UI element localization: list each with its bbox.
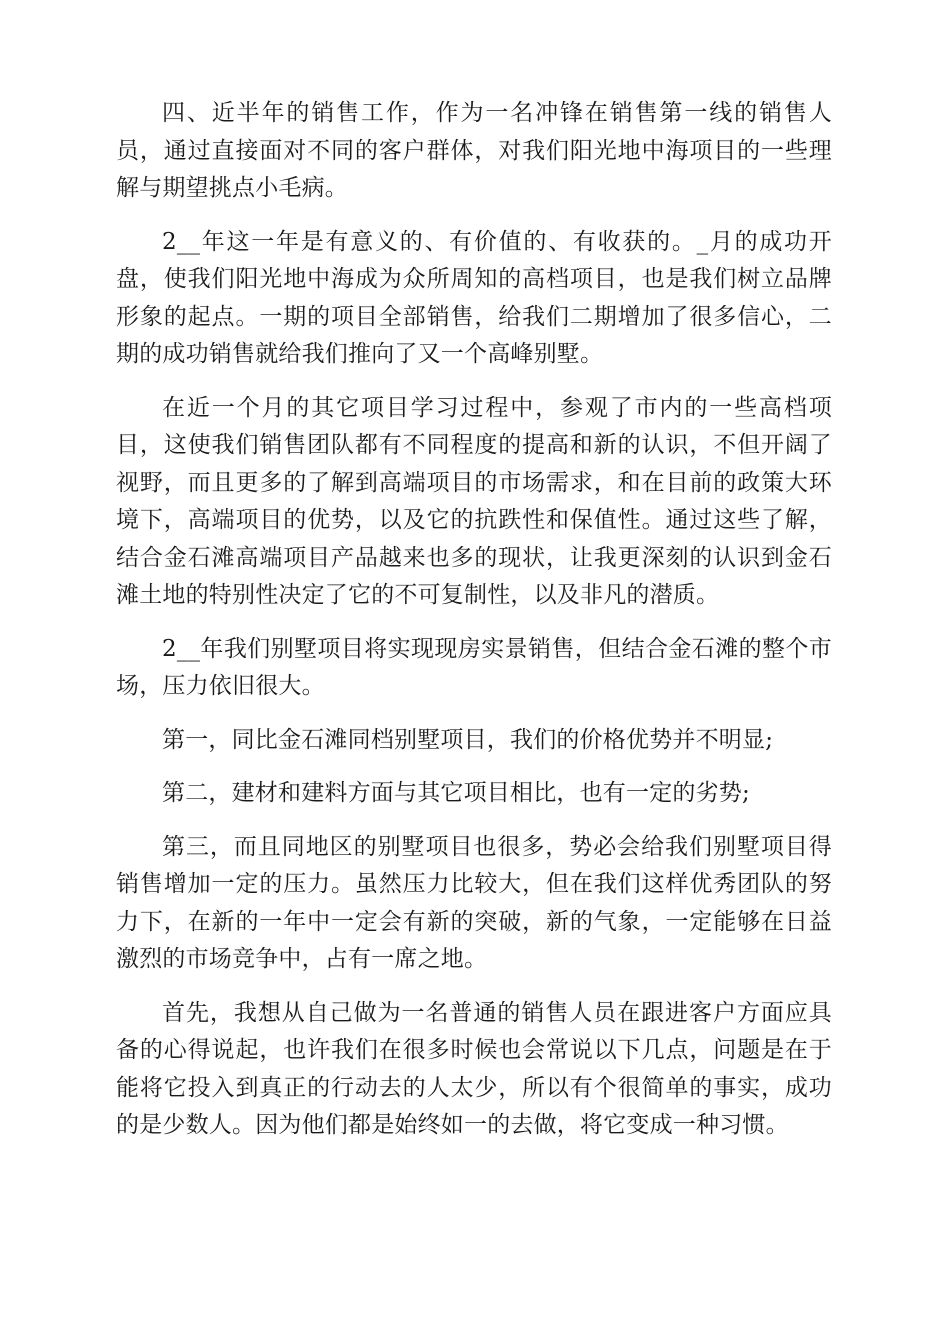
- document-body: [116, 95, 832, 1161]
- paragraph-market-pressure: 2__年我们别墅项目将实现现房实景销售，但结合金石滩的整个市场，压力依旧很大。: [116, 635, 832, 699]
- paragraph-point-one: 第一，同比金石滩同档别墅项目，我们的价格优势并不明显;: [162, 726, 774, 753]
- paragraph-year-summary: 2__年这一年是有意义的、有价值的、有收获的。_月的成功开盘，使我们阳光地中海成为众所周知的高档项目，也是我们树立品牌形象的起点。一期的项目全部销售，给我们二期增加了很多信心，二期的成功销售就给我们推向了又一个高峰别墅。: [116, 228, 832, 367]
- paragraph-client-followup: 首先，我想从自己做为一名普通的销售人员在跟进客户方面应具备的心得说起，也许我们在很多时候也会常说以下几点，问题是在于能将它投入到真正的行动去的人太少，所以有个很简单的事实，成功的是少数人。因为他们都是始终如一的去做，将它变成一种习惯。: [116, 999, 832, 1138]
- paragraph-sales-review: 四、近半年的销售工作，作为一名冲锋在销售第一线的销售人员，通过直接面对不同的客户群体，对我们阳光地中海项目的一些理解与期望挑点小毛病。: [116, 100, 832, 201]
- paragraph-point-two: 第二，建材和建料方面与其它项目相比，也有一定的劣势;: [162, 780, 750, 806]
- paragraph-project-study: 在近一个月的其它项目学习过程中，参观了市内的一些高档项目，这使我们销售团队都有不同程度的提高和新的认识，不但开阔了视野，而且更多的了解到高端项目的市场需求，和在目前的政策大环境下，高端项目的优势，以及它的抗跌性和保值性。通过这些了解，结合金石滩高端项目产品越来也多的现状，让我更深刻的认识到金石滩土地的特别性决定了它的不可复制性，以及非凡的潜质。: [116, 394, 832, 608]
- paragraph-point-three: 第三，而且同地区的别墅项目也很多，势必会给我们别墅项目得销售增加一定的压力。虽然压力比较大，但在我们这样优秀团队的努力下，在新的一年中一定会有新的突破，新的气象，一定能够在日益激烈的市场竞争中，占有一席之地。: [116, 833, 832, 972]
